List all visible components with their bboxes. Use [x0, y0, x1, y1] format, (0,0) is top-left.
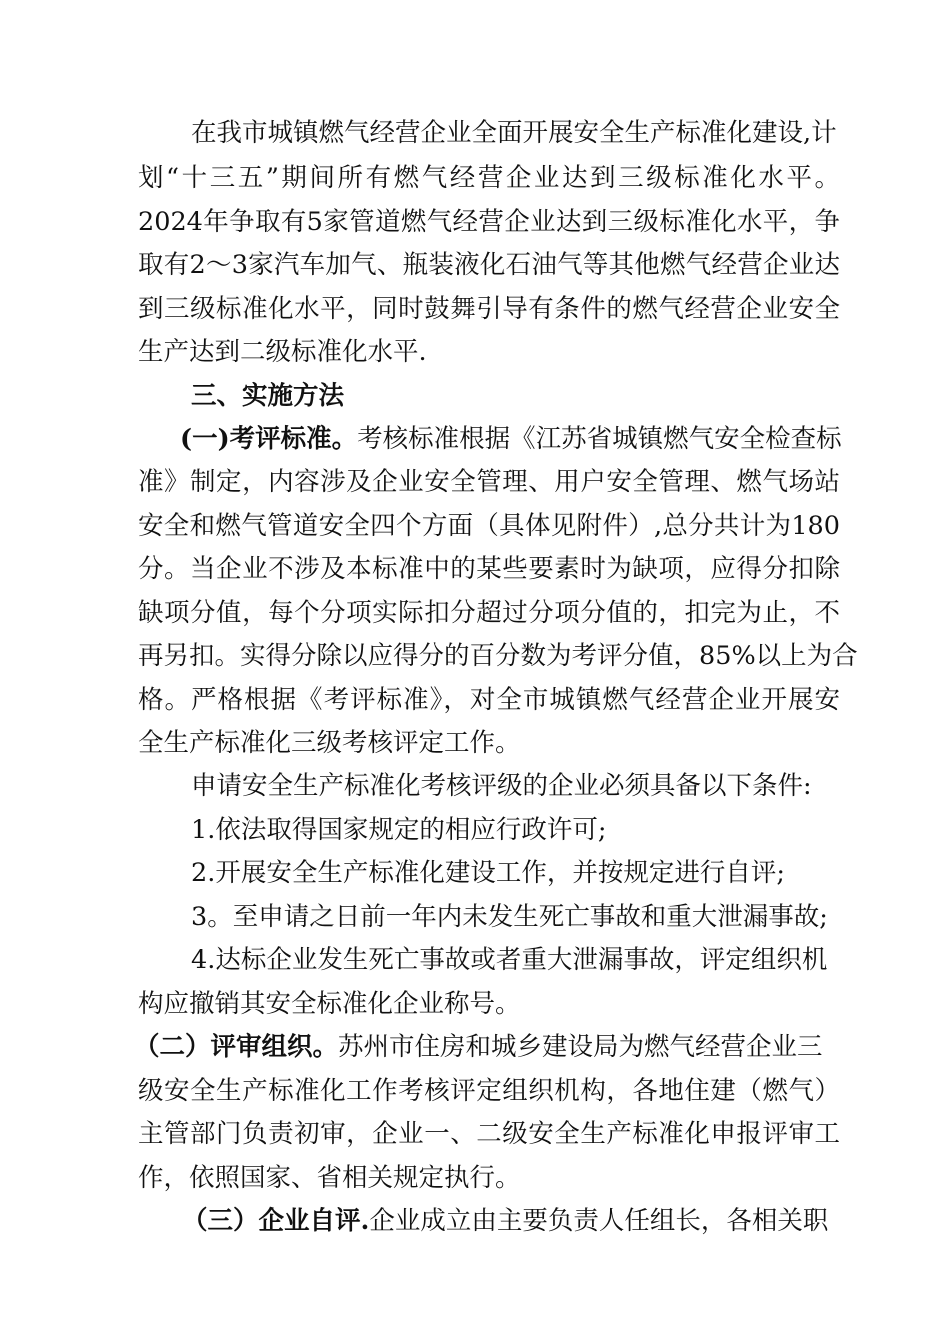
subsection-2-first-line: [134, 1032, 823, 1062]
subsection-2-line-3: 主管部门负责初审，企业一、二级安全生产标准化申报评审工: [138, 1119, 840, 1149]
paragraph-1-line-4: 取有2～3家汽车加气、瓶装液化石油气等其他燃气经营企业达: [138, 250, 840, 280]
subsection-1-line-6: 再另扣。实得分除以应得分的百分数为考评分值，85%以上为合: [138, 641, 858, 671]
condition-3: 3。至申请之日前一年内未发生死亡事故和重大泄漏事故;: [191, 902, 828, 932]
subsection-1-line-1: 考核标准根据《江苏省城镇燃气安全检查标: [357, 424, 842, 454]
condition-4-line-1: 4.达标企业发生死亡事故或者重大泄漏事故，评定组织机: [191, 945, 828, 975]
section-3-heading: 三、实施方法: [191, 381, 345, 411]
condition-2: 2.开展安全生产标准化建设工作，并按规定进行自评;: [191, 858, 785, 888]
subsection-1-heading: (一)考评标准。: [180, 424, 358, 454]
subsection-2-heading: （二）评审组织。: [134, 1032, 339, 1062]
subsection-1-line-7: 格。严格根据《考评标准》，对全市城镇燃气经营企业开展安: [138, 685, 840, 715]
paragraph-1-line-5: 到三级标准化水平，同时鼓舞引导有条件的燃气经营企业安全: [138, 294, 840, 324]
subsection-2-line-4: 作，依照国家、省相关规定执行。: [138, 1163, 521, 1193]
subsection-3-first-line: [182, 1206, 829, 1236]
paragraph-1-line-2: 划“十三五”期间所有燃气经营企业达到三级标准化水平。: [138, 163, 840, 193]
subsection-3-heading: （三）企业自评.: [182, 1206, 370, 1236]
subsection-3-line-1: 企业成立由主要负责人任组长，各相关职: [369, 1206, 829, 1236]
subsection-1-line-4: 分。当企业不涉及本标准中的某些要素时为缺项，应得分扣除: [138, 554, 840, 584]
subsection-1-line-2: 准》制定，内容涉及企业安全管理、用户安全管理、燃气场站: [138, 467, 840, 497]
subsection-2-line-1: 苏州市住房和城乡建设局为燃气经营企业三: [338, 1032, 823, 1062]
subsection-1-line-3: 安全和燃气管道安全四个方面（具体见附件）,总分共计为180: [138, 511, 840, 541]
subsection-1-line-5: 缺项分值，每个分项实际扣分超过分项分值的，扣完为止，不: [138, 598, 840, 628]
subsection-1-first-line: [180, 424, 842, 454]
condition-4-line-2: 构应撤销其安全标准化企业称号。: [138, 989, 521, 1019]
subsection-1-line-8: 全生产标准化三级考核评定工作。: [138, 728, 521, 758]
paragraph-1-line-1: 在我市城镇燃气经营企业全面开展安全生产标准化建设,计: [191, 118, 837, 148]
conditions-intro: 申请安全生产标准化考核评级的企业必须具备以下条件:: [191, 771, 812, 801]
paragraph-1-line-6: 生产达到二级标准化水平.: [138, 337, 427, 367]
subsection-2-line-2: 级安全生产标准化工作考核评定组织机构，各地住建（燃气）: [138, 1076, 840, 1106]
condition-1: 1.依法取得国家规定的相应行政许可;: [191, 815, 607, 845]
paragraph-1-line-3: 2024年争取有5家管道燃气经营企业达到三级标准化水平，争: [138, 207, 840, 237]
